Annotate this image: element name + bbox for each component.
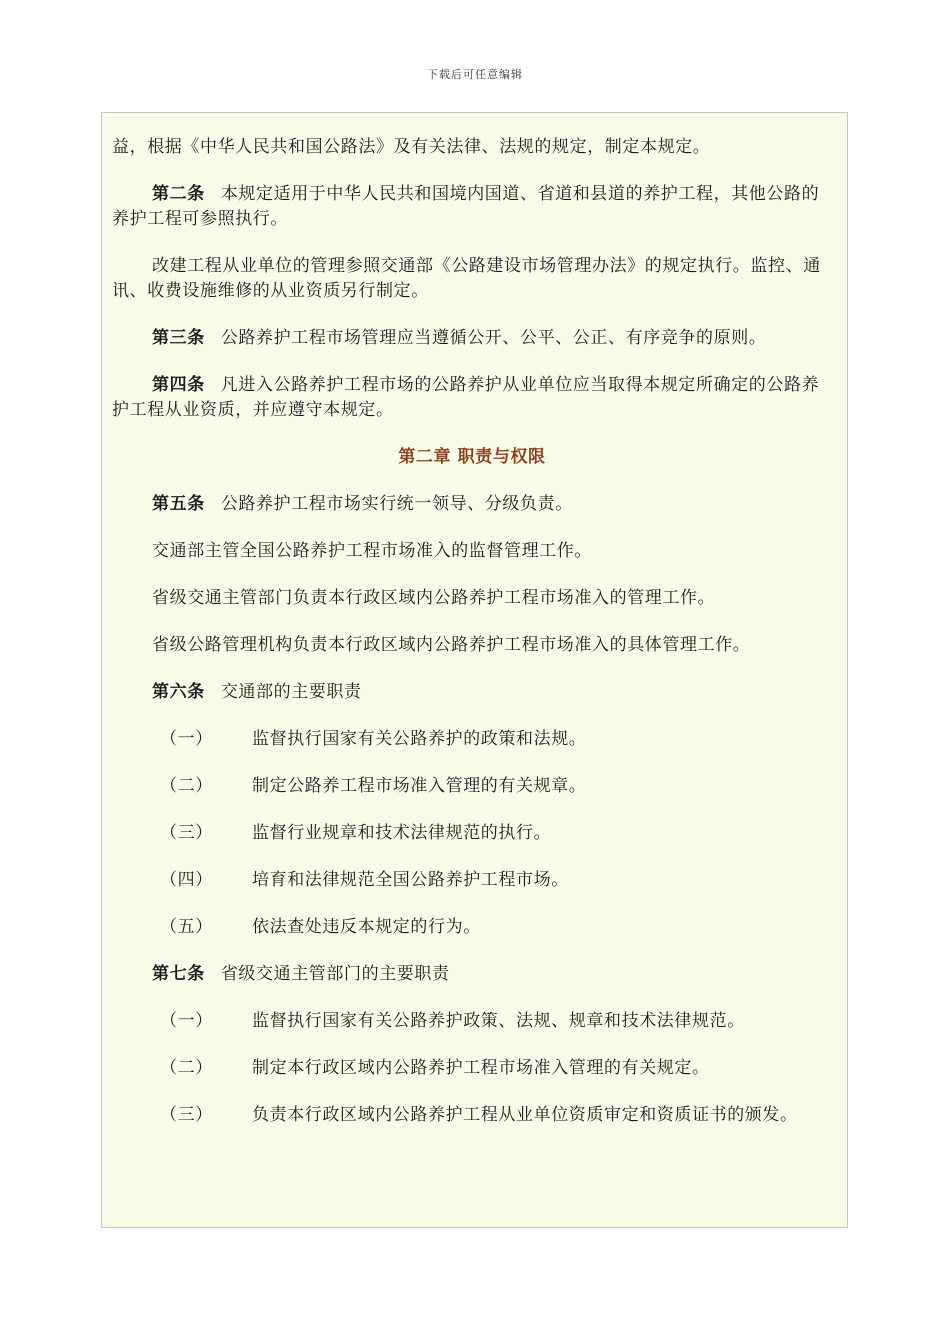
article-text: 交通部的主要职责 bbox=[220, 682, 362, 702]
chapter-heading: 第二章 职责与权限 bbox=[398, 447, 546, 467]
article-label: 第七条 bbox=[152, 964, 205, 984]
article-2 bbox=[112, 182, 832, 232]
item-number: （一） bbox=[160, 729, 213, 749]
item-text: 制定本行政区域内公路养护工程市场准入管理的有关规定。 bbox=[252, 1058, 710, 1078]
item-number: （二） bbox=[160, 776, 213, 796]
article-label: 第三条 bbox=[152, 328, 205, 348]
article-text: 公路养护工程市场实行统一领导、分级负责。 bbox=[220, 494, 573, 514]
paragraph: 改建工程从业单位的管理参照交通部《公路建设市场管理办法》的规定执行。监控、通讯、收费设施维修的从业资质另行制定。 bbox=[112, 256, 821, 301]
article-text: 本规定适用于中华人民共和国境内国道、省道和县道的养护工程，其他公路的养护工程可参照执行。 bbox=[112, 184, 820, 229]
paragraph: 交通部主管全国公路养护工程市场准入的监督管理工作。 bbox=[152, 541, 592, 561]
item-number: （五） bbox=[160, 917, 213, 937]
page-header: 下载后可任意编辑 bbox=[427, 68, 523, 81]
list-item bbox=[112, 727, 832, 752]
paragraph: 省级公路管理机构负责本行政区域内公路养护工程市场准入的具体管理工作。 bbox=[152, 635, 751, 655]
item-text: 培育和法律规范全国公路养护工程市场。 bbox=[252, 870, 569, 890]
list-item bbox=[112, 868, 832, 893]
item-text: 监督执行国家有关公路养护政策、法规、规章和技术法律规范。 bbox=[252, 1011, 745, 1031]
paragraph-continuation: 益，根据《中华人民共和国公路法》及有关法律、法规的规定，制定本规定。 bbox=[112, 137, 711, 157]
article-5 bbox=[112, 492, 832, 517]
list-item bbox=[112, 915, 832, 940]
item-number: （二） bbox=[160, 1058, 213, 1078]
list-item bbox=[112, 774, 832, 799]
item-number: （三） bbox=[160, 823, 213, 843]
article-6-items bbox=[112, 727, 832, 940]
article-6 bbox=[112, 680, 832, 705]
article-text: 公路养护工程市场管理应当遵循公开、公平、公正、有序竞争的原则。 bbox=[220, 328, 767, 348]
article-label: 第六条 bbox=[152, 682, 205, 702]
item-text: 负责本行政区域内公路养护工程从业单位资质审定和资质证书的颁发。 bbox=[252, 1105, 798, 1125]
article-label: 第四条 bbox=[152, 375, 205, 395]
article-label: 第五条 bbox=[152, 494, 205, 514]
article-4 bbox=[112, 373, 832, 423]
document-body bbox=[101, 112, 848, 1228]
item-text: 制定公路养工程市场准入管理的有关规章。 bbox=[252, 776, 587, 796]
paragraph: 省级交通主管部门负责本行政区域内公路养护工程市场准入的管理工作。 bbox=[152, 588, 716, 608]
list-item bbox=[112, 1103, 832, 1128]
item-text: 监督执行国家有关公路养护的政策和法规。 bbox=[252, 729, 587, 749]
item-number: （一） bbox=[160, 1011, 213, 1031]
list-item bbox=[112, 821, 832, 846]
item-number: （三） bbox=[160, 1105, 213, 1125]
article-7 bbox=[112, 962, 832, 987]
article-7-items bbox=[112, 1009, 832, 1128]
list-item bbox=[112, 1009, 832, 1034]
item-text: 监督行业规章和技术法律规范的执行。 bbox=[252, 823, 552, 843]
document-text bbox=[112, 135, 832, 1128]
article-text: 凡进入公路养护工程市场的公路养护从业单位应当取得本规定所确定的公路养护工程从业资质，并应遵守本规定。 bbox=[112, 375, 820, 420]
article-label: 第二条 bbox=[152, 184, 205, 204]
item-number: （四） bbox=[160, 870, 213, 890]
list-item bbox=[112, 1056, 832, 1081]
article-text: 省级交通主管部门的主要职责 bbox=[220, 964, 450, 984]
item-text: 依法查处违反本规定的行为。 bbox=[252, 917, 481, 937]
article-3 bbox=[112, 326, 832, 351]
